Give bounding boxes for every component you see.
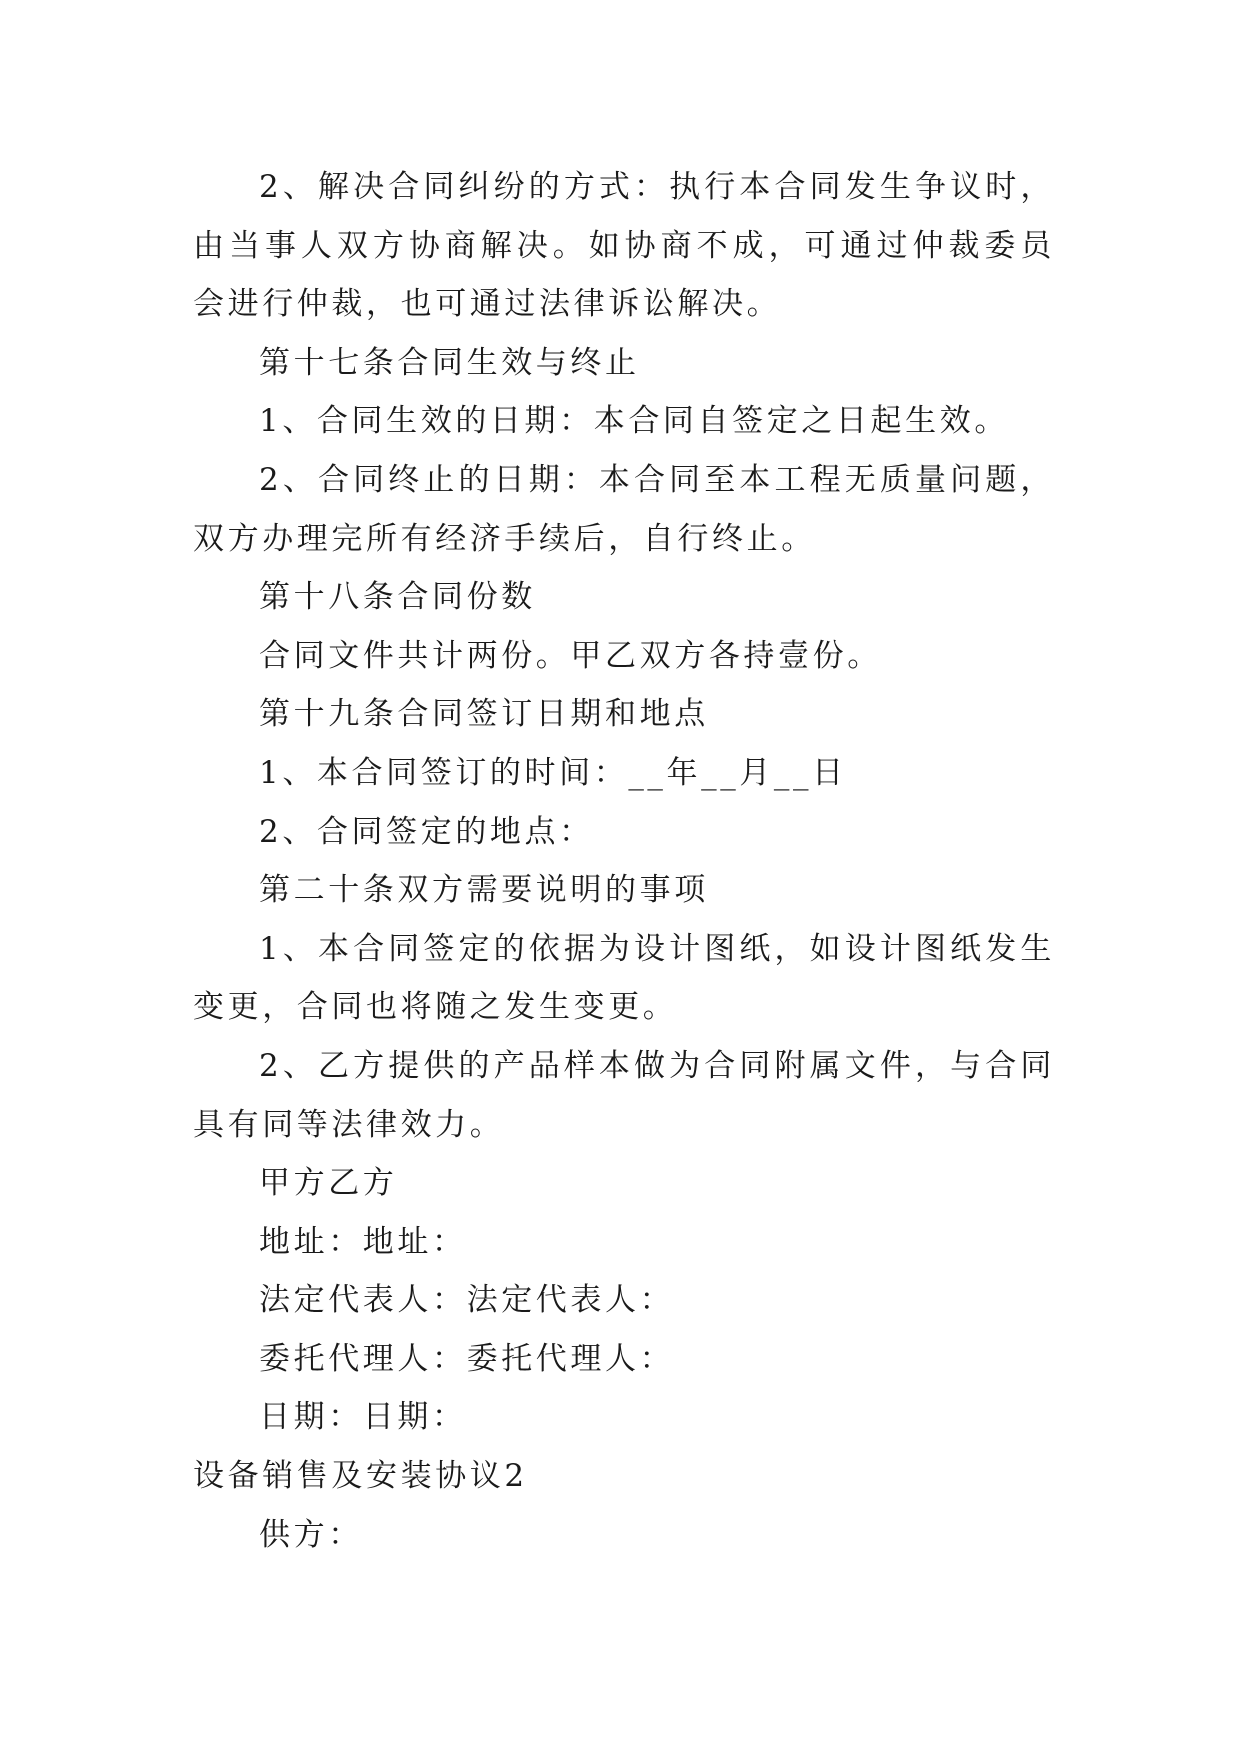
clause-design-drawings: 1、本合同签定的依据为设计图纸，如设计图纸发生变更，合同也将随之发生变更。 xyxy=(193,930,1055,1026)
clause-product-samples: 2、乙方提供的产品样本做为合同附属文件，与合同具有同等法律效力。 xyxy=(193,1047,1055,1143)
article-20-heading: 第二十条双方需要说明的事项 xyxy=(259,872,709,909)
clause-signing-time: 1、本合同签订的时间：__年__月__日 xyxy=(259,754,847,791)
document-body xyxy=(193,158,1055,1564)
clause-signing-place: 2、合同签定的地点： xyxy=(259,813,594,850)
clause-dispute-resolution: 2、解决合同纠纷的方式：执行本合同发生争议时，由当事人双方协商解决。如协商不成，可通过仲裁委员会进行仲裁，也可通过法律诉讼解决。 xyxy=(193,169,1055,323)
clause-effective-date: 1、合同生效的日期：本合同自签定之日起生效。 xyxy=(259,403,1009,440)
supplier-label: 供方： xyxy=(259,1516,363,1553)
clause-termination-date: 2、合同终止的日期：本合同至本工程无质量问题，双方办理完所有经济手续后，自行终止。 xyxy=(193,461,1055,557)
article-19-heading: 第十九条合同签订日期和地点 xyxy=(259,696,709,733)
signature-address: 地址：地址： xyxy=(259,1223,467,1260)
signature-legal-representative: 法定代表人：法定代表人： xyxy=(259,1282,675,1319)
signature-parties: 甲方乙方 xyxy=(259,1165,398,1202)
clause-copies: 合同文件共计两份。甲乙双方各持壹份。 xyxy=(259,637,882,674)
article-18-heading: 第十八条合同份数 xyxy=(259,579,536,616)
signature-authorized-agent: 委托代理人：委托代理人： xyxy=(259,1340,675,1377)
article-17-heading: 第十七条合同生效与终止 xyxy=(259,344,640,381)
signature-date: 日期：日期： xyxy=(259,1399,467,1436)
section-title: 设备销售及安装协议2 xyxy=(193,1458,528,1495)
